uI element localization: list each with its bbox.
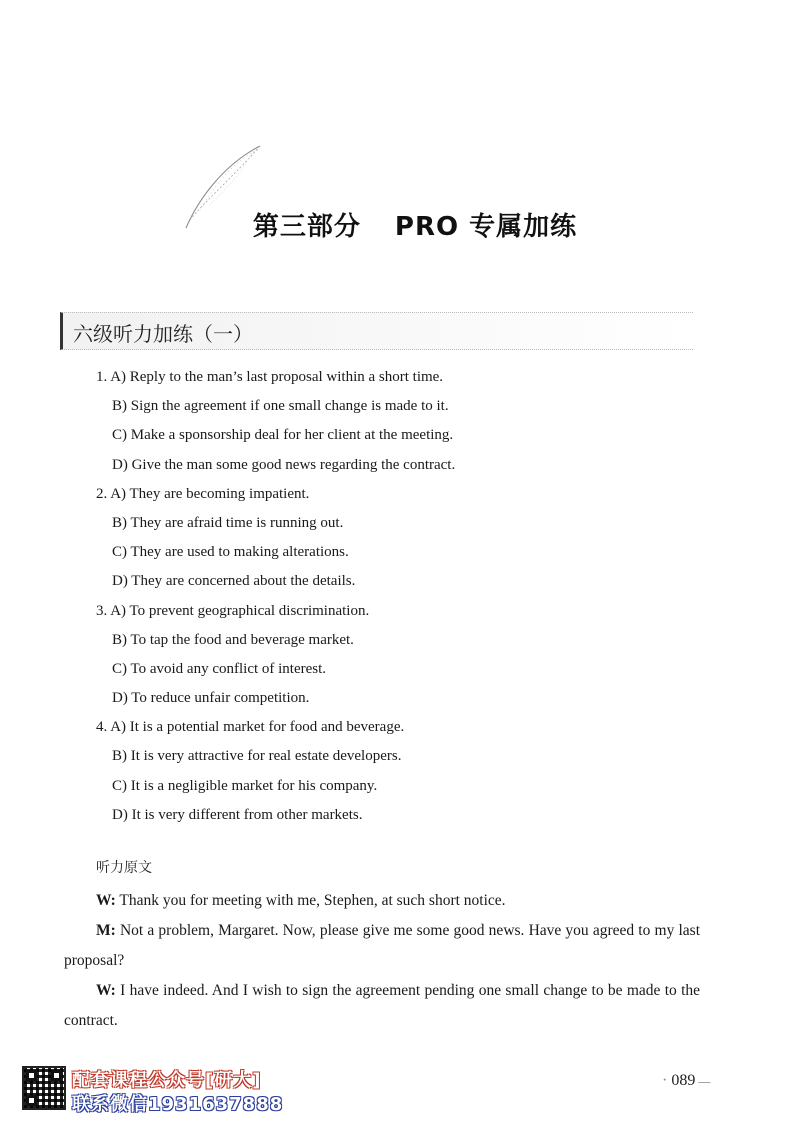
page-number: · 089 —: [662, 1072, 710, 1090]
question-1-option-c: C) Make a sponsorship deal for her client at the meeting.: [112, 427, 454, 444]
promo-banner-line2: 联系微信1931637888: [72, 1094, 284, 1115]
transcript-line: [64, 976, 700, 1036]
question-3-option-a: [96, 597, 716, 626]
speaker-label: W:: [96, 892, 116, 909]
question-4-option-b: B) It is very attractive for real estate developers.: [112, 748, 402, 765]
question-4-option-a: [96, 713, 716, 742]
option-text: A) Reply to the man’s last proposal within a short time.: [110, 369, 444, 385]
option-text: A) It is a potential market for food and beverage.: [110, 719, 405, 736]
part-title-name: PRO 专属加练: [394, 212, 578, 242]
promo-banner-line1: 配套课程公众号[研大]: [72, 1070, 262, 1091]
question-1-option-a: [96, 363, 716, 392]
question-3-option-d: D) To reduce unfair competition.: [112, 690, 310, 707]
section-title: 六级听力加练（一）: [73, 322, 253, 346]
transcript-body: [64, 886, 700, 1036]
section-header: [60, 312, 693, 350]
speaker-label: M:: [96, 922, 116, 939]
question-2-option-b: B) They are afraid time is running out.: [112, 514, 344, 531]
question-3-option-b: B) To tap the food and beverage market.: [112, 631, 354, 648]
question-number: 3.: [96, 602, 108, 619]
question-1-option-d: D) Give the man some good news regarding the contract.: [112, 456, 456, 473]
question-2-option-a: [96, 480, 716, 509]
option-text: A) To prevent geographical discrimination.: [110, 602, 370, 619]
question-4-option-c: C) It is a negligible market for his company.: [112, 777, 378, 794]
part-title-number: 第三部分: [252, 212, 361, 242]
transcript-text: Not a problem, Margaret. Now, please give me some good news. Have you agreed to my last proposal?: [64, 922, 701, 969]
part-title: [0, 206, 800, 243]
question-number: 1.: [96, 369, 108, 385]
speaker-label: W:: [96, 982, 116, 999]
question-number: 4.: [96, 719, 108, 736]
promo-banner: [22, 1066, 322, 1118]
question-3-option-c: C) To avoid any conflict of interest.: [112, 660, 327, 677]
transcript-text: Thank you for meeting with me, Stephen, at such short notice.: [119, 892, 506, 909]
question-2-option-d: D) They are concerned about the details.: [112, 573, 356, 590]
transcript-text: I have indeed. And I wish to sign the agreement pending one small change to be made to the contract.: [64, 982, 701, 1029]
question-4-option-d: D) It is very different from other markets.: [112, 806, 363, 823]
qr-code-icon: [22, 1066, 66, 1110]
transcript-line: [64, 916, 700, 976]
question-list: [96, 363, 716, 830]
transcript-title: 听力原文: [96, 860, 152, 876]
option-text: A) They are becoming impatient.: [110, 485, 310, 502]
question-2-option-c: C) They are used to making alterations.: [112, 544, 349, 561]
transcript-line: [64, 886, 700, 916]
question-1-option-b: B) Sign the agreement if one small change is made to it.: [112, 398, 449, 415]
question-number: 2.: [96, 485, 108, 502]
